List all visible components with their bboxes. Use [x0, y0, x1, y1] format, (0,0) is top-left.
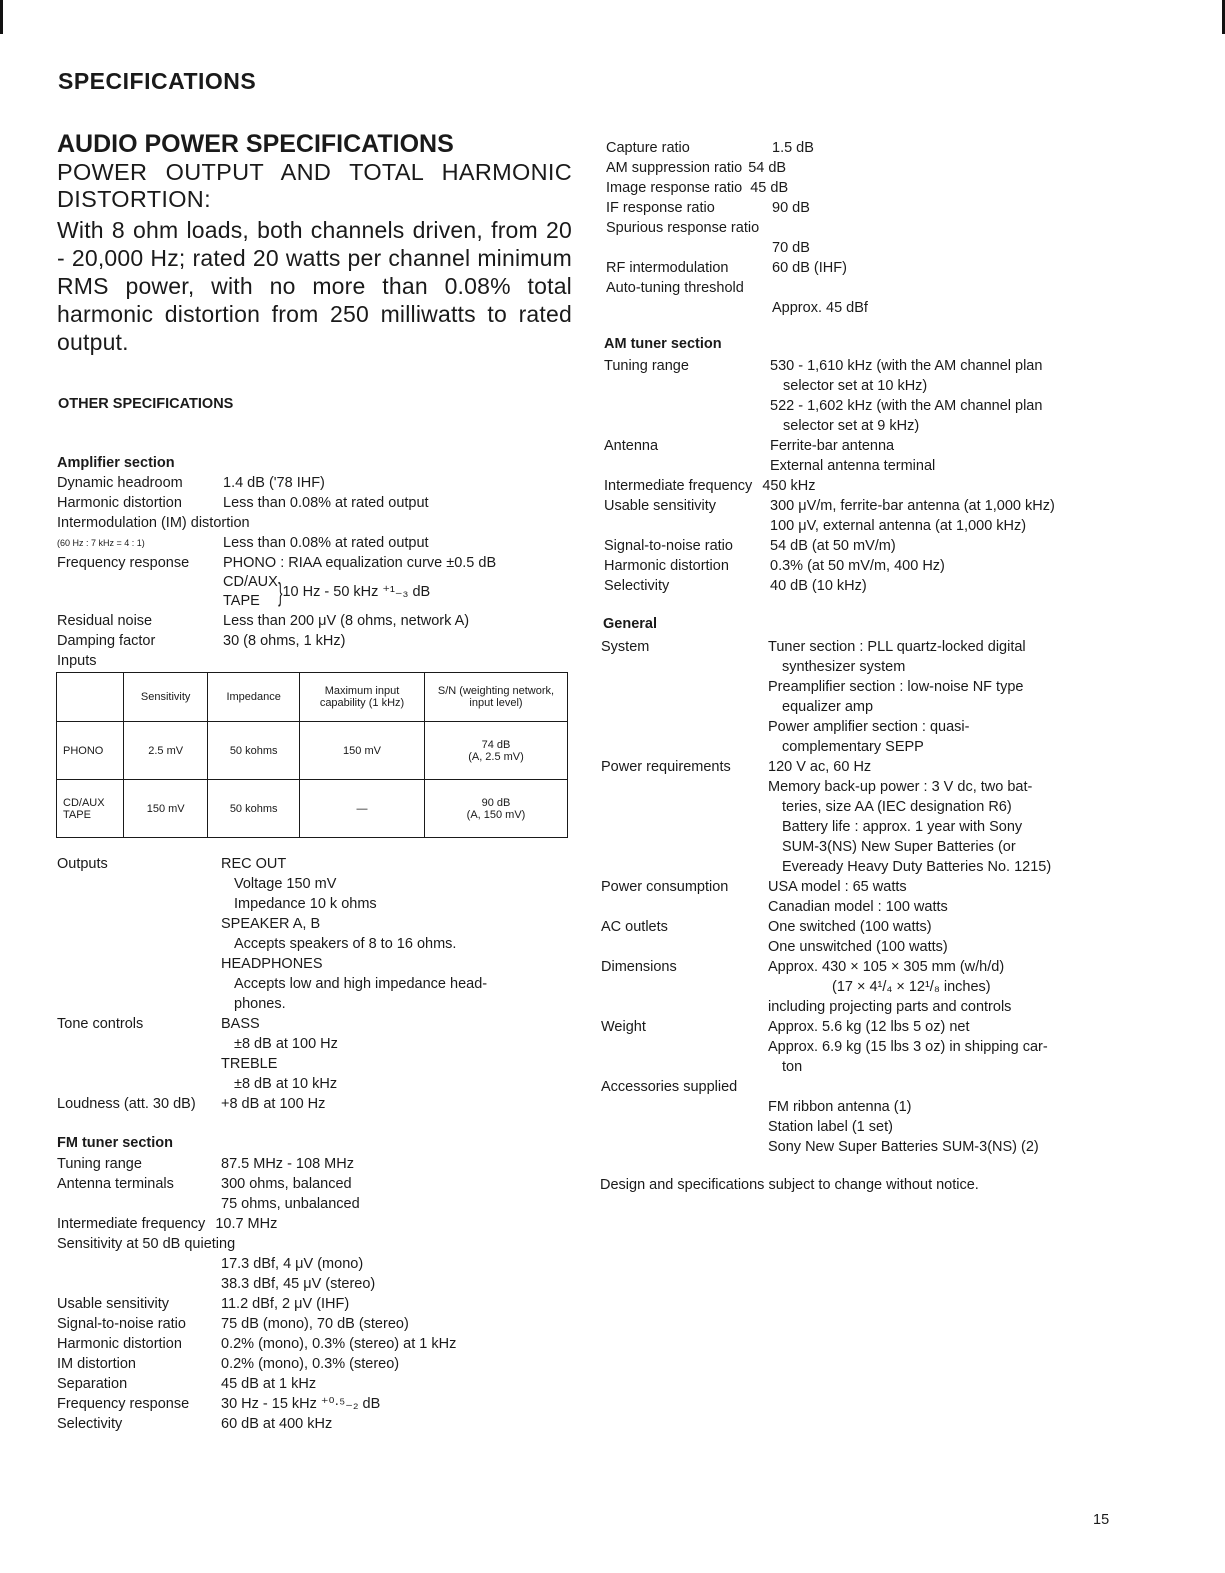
- fm-tuner-section-continued: [606, 138, 1106, 318]
- table-row: [57, 722, 568, 780]
- spec-value-line: Station label (1 set): [768, 1119, 893, 1135]
- page-title: SPECIFICATIONS: [58, 68, 257, 94]
- spec-row: [601, 1017, 1116, 1077]
- spec-row: [57, 1394, 577, 1414]
- table-cell: [425, 722, 568, 780]
- spec-value-line: selector set at 10 kHz): [783, 378, 928, 394]
- spec-value-line: including projecting parts and controls: [768, 999, 1012, 1015]
- column-header: Impedance: [208, 673, 300, 722]
- spec-value-line: 75 ohms, unbalanced: [221, 1196, 360, 1212]
- spec-row: [57, 1254, 577, 1294]
- spec-value-line: Approx. 6.9 kg (15 lbs 3 oz) in shipping car-: [768, 1039, 1048, 1055]
- spec-value-line: One switched (100 watts): [768, 919, 932, 935]
- spec-row: [57, 553, 577, 611]
- spec-value: [768, 877, 948, 917]
- spec-row: [606, 218, 1106, 238]
- spec-label: System: [601, 639, 650, 655]
- spec-value: Less than 200 μV (8 ohms, network A): [223, 613, 470, 629]
- spec-row: [57, 473, 577, 493]
- bass-value: ±8 dB at 100 Hz: [234, 1036, 338, 1052]
- spec-value: 90 dB: [772, 200, 810, 216]
- general-section: [601, 637, 1116, 1157]
- power-output-heading: POWER OUTPUT AND TOTAL HARMONIC: [57, 159, 572, 185]
- spec-label: Capture ratio: [606, 140, 690, 156]
- spec-row: [601, 757, 1116, 877]
- table-cell: 50 kohms: [208, 780, 300, 838]
- spec-value: 75 dB (mono), 70 dB (stereo): [221, 1316, 409, 1332]
- spec-label: Damping factor: [57, 633, 156, 649]
- spec-value-line: SUM-3(NS) New Super Batteries (or: [782, 839, 1016, 855]
- spec-value-line: External antenna terminal: [770, 458, 936, 474]
- spec-value: 0.2% (mono), 0.3% (stereo): [221, 1356, 400, 1372]
- change-notice: Design and specifications subject to change without notice.: [600, 1177, 979, 1193]
- spec-row: [601, 917, 1116, 957]
- spec-row: [601, 637, 1116, 757]
- spec-sublabel: (60 Hz : 7 kHz = 4 : 1): [57, 538, 145, 548]
- spec-value: 60 dB (IHF): [772, 260, 847, 276]
- spec-row: [606, 278, 1106, 298]
- spec-value: 70 dB: [772, 240, 810, 256]
- rec-voltage: Voltage 150 mV: [234, 876, 337, 892]
- spec-value-line: FM ribbon antenna (1): [768, 1099, 912, 1115]
- spec-row: [604, 536, 1114, 556]
- rec-out: REC OUT: [221, 856, 287, 872]
- page-number: 15: [1093, 1512, 1110, 1528]
- spec-row: [601, 957, 1116, 1017]
- row-header: PHONO: [57, 722, 124, 780]
- spec-value: 0.2% (mono), 0.3% (stereo) at 1 kHz: [221, 1336, 457, 1352]
- spec-value-line: Eveready Heavy Duty Batteries No. 1215): [782, 859, 1052, 875]
- spec-label: Harmonic distortion: [57, 1336, 182, 1352]
- column-header: S/N (weighting network, input level): [425, 673, 568, 722]
- tape-label: TAPE: [223, 593, 260, 609]
- speaker-note: Accepts speakers of 8 to 16 ohms.: [234, 936, 457, 952]
- spec-value: Approx. 45 dBf: [772, 300, 868, 316]
- spec-row: [606, 158, 1106, 178]
- power-output-statement: With 8 ohm loads, both channels driven, from 20 - 20,000 Hz; rated 20 watts per channel minimum RMS power, with no more than 0.08% total harmonic distortion from 250 milliwatts to rated output.: [57, 217, 572, 355]
- line-response: [223, 573, 496, 611]
- spec-row: [604, 556, 1114, 576]
- spec-label: Usable sensitivity: [57, 1296, 170, 1312]
- spec-value-line: Battery life : approx. 1 year with Sony: [782, 819, 1023, 835]
- spec-label: Residual noise: [57, 613, 153, 629]
- other-specifications-heading: OTHER SPECIFICATIONS: [58, 396, 234, 412]
- spec-label: Antenna terminals: [57, 1176, 174, 1192]
- spec-row: [57, 611, 577, 631]
- spec-label: Tuning range: [604, 358, 689, 374]
- spec-value-line: 38.3 dBf, 45 μV (stereo): [221, 1276, 376, 1292]
- spec-value: 1.5 dB: [772, 140, 814, 156]
- spec-value: [768, 957, 1011, 1017]
- row-header: [57, 780, 124, 838]
- spec-value-line: teries, size AA (IEC designation R6): [782, 799, 1012, 815]
- spec-value: 45 dB: [750, 180, 789, 196]
- sn-condition: (A, 150 mV): [466, 808, 526, 821]
- spec-label: IM distortion: [57, 1356, 136, 1372]
- spec-label: Spurious response ratio: [606, 220, 760, 236]
- treble-value: ±8 dB at 10 kHz: [234, 1076, 338, 1092]
- spec-row: [601, 1097, 1116, 1157]
- spec-value: 450 kHz: [762, 478, 816, 494]
- amplifier-section-title: Amplifier section: [57, 455, 175, 471]
- spec-row: [57, 1234, 577, 1254]
- spec-row: [57, 1414, 577, 1434]
- spec-row: [604, 356, 1114, 436]
- spec-row: [604, 496, 1114, 536]
- spec-value-line: 300 ohms, balanced: [221, 1176, 352, 1192]
- spec-row: [57, 1334, 577, 1354]
- row-header-line: TAPE: [63, 808, 91, 821]
- sn-condition: (A, 2.5 mV): [468, 750, 524, 763]
- spec-value: 1.4 dB ('78 IHF): [223, 475, 325, 491]
- table-cell: 150 mV: [124, 780, 208, 838]
- spec-label: Tone controls: [57, 1016, 144, 1032]
- spec-value: [768, 637, 1026, 757]
- spec-row: [57, 533, 577, 553]
- headphones-note: Accepts low and high impedance head-: [234, 976, 488, 992]
- spec-value-line: Preamplifier section : low-noise NF type: [768, 679, 1024, 695]
- spec-row: [601, 1077, 1116, 1097]
- spec-row: [57, 1354, 577, 1374]
- spec-row: [604, 576, 1114, 596]
- table-cell: —: [300, 780, 425, 838]
- spec-label: Harmonic distortion: [57, 495, 182, 511]
- column-header: Maximum input capability (1 kHz): [300, 673, 425, 722]
- table-cell: 150 mV: [300, 722, 425, 780]
- spec-value: 10.7 MHz: [215, 1216, 278, 1232]
- spec-value: [223, 553, 496, 611]
- spec-row: [606, 138, 1106, 158]
- spec-value-line: Ferrite-bar antenna: [770, 438, 895, 454]
- spec-label: Intermodulation (IM) distortion: [57, 515, 250, 531]
- power-output-heading-cont: DISTORTION:: [57, 186, 211, 212]
- spec-label: Selectivity: [604, 578, 670, 594]
- spec-label: Power consumption: [601, 879, 729, 895]
- spec-row: [606, 198, 1106, 218]
- phono-response: PHONO : RIAA equalization curve ±0.5 dB: [223, 555, 497, 571]
- headphones-out: HEADPHONES: [221, 956, 323, 972]
- table-corner-cell: [57, 673, 124, 722]
- spec-value-line: Approx. 430 × 105 × 305 mm (w/h/d): [768, 959, 1005, 975]
- spec-row: [57, 1154, 577, 1174]
- spec-label: Frequency response: [57, 1396, 190, 1412]
- brace-icon: }: [277, 577, 283, 607]
- spec-row: [601, 877, 1116, 917]
- spec-label-blank: [601, 1097, 768, 1157]
- spec-value: [768, 917, 948, 957]
- spec-row: [606, 298, 1106, 318]
- spec-value: 45 dB at 1 kHz: [221, 1376, 317, 1392]
- spec-value: [221, 1014, 338, 1094]
- spec-value-line: Sony New Super Batteries SUM-3(NS) (2): [768, 1139, 1039, 1155]
- spec-row: [604, 436, 1114, 476]
- spec-value: 40 dB (10 kHz): [770, 578, 867, 594]
- spec-label: Frequency response: [57, 555, 190, 571]
- spec-value: +8 dB at 100 Hz: [221, 1096, 326, 1112]
- spec-value-line: selector set at 9 kHz): [783, 418, 920, 434]
- spec-value: Less than 0.08% at rated output: [223, 495, 429, 511]
- spec-value: [768, 1017, 1048, 1077]
- spec-value: 0.3% (at 50 mV/m, 400 Hz): [770, 558, 945, 574]
- spec-label: RF intermodulation: [606, 260, 729, 276]
- spec-label: Signal-to-noise ratio: [604, 538, 733, 554]
- spec-value-line: 522 - 1,602 kHz (with the AM channel plan: [770, 398, 1043, 414]
- rec-impedance: Impedance 10 k ohms: [234, 896, 377, 912]
- scan-edge-left: [0, 0, 3, 34]
- cd-aux-label: CD/AUX: [223, 574, 278, 590]
- spec-row: [57, 1294, 577, 1314]
- spec-row: [57, 854, 577, 1014]
- bass-label: BASS: [221, 1016, 260, 1032]
- headphones-note: phones.: [234, 996, 286, 1012]
- spec-value: [221, 854, 487, 1014]
- spec-value: [768, 757, 1051, 877]
- spec-row: [57, 1214, 577, 1234]
- spec-value-line: synthesizer system: [782, 659, 906, 675]
- spec-value-line: Tuner section : PLL quartz-locked digital: [768, 639, 1026, 655]
- spec-value-line: Power amplifier section : quasi-: [768, 719, 970, 735]
- audio-power-title: AUDIO POWER SPECIFICATIONS: [57, 130, 454, 158]
- table-cell: 50 kohms: [208, 722, 300, 780]
- spec-label: AM suppression ratio: [606, 160, 743, 176]
- spec-value-line: Canadian model : 100 watts: [768, 899, 948, 915]
- sn-value: 74 dB: [481, 738, 511, 751]
- spec-label: Separation: [57, 1376, 128, 1392]
- amplifier-section: [57, 453, 577, 671]
- spec-label-blank: [606, 298, 772, 318]
- spec-value-line: ton: [782, 1059, 803, 1075]
- spec-label-blank: [606, 238, 772, 258]
- spec-value: [770, 436, 935, 476]
- spec-value: Less than 0.08% at rated output: [223, 535, 429, 551]
- outputs-section: [57, 854, 577, 1114]
- spec-label: Weight: [601, 1019, 646, 1035]
- spec-value-line: 530 - 1,610 kHz (with the AM channel plan: [770, 358, 1043, 374]
- spec-label-blank: [57, 1254, 221, 1294]
- spec-label: Harmonic distortion: [604, 558, 729, 574]
- spec-value: 30 Hz - 15 kHz ⁺⁰·⁵₋₂ dB: [221, 1396, 381, 1412]
- spec-label: Image response ratio: [606, 180, 743, 196]
- spec-value: [770, 496, 1055, 536]
- spec-value: 87.5 MHz - 108 MHz: [221, 1156, 354, 1172]
- table-cell: 2.5 mV: [124, 722, 208, 780]
- am-tuner-section: [604, 356, 1114, 596]
- spec-label: IF response ratio: [606, 200, 715, 216]
- spec-value-line: complementary SEPP: [782, 739, 924, 755]
- spec-value-line: Approx. 5.6 kg (12 lbs 5 oz) net: [768, 1019, 970, 1035]
- spec-row: [57, 651, 577, 671]
- line-response-range: 10 Hz - 50 kHz ⁺¹₋₃ dB: [282, 584, 431, 600]
- table-row: [57, 780, 568, 838]
- spec-value: [221, 1254, 375, 1294]
- inputs-table: [56, 672, 568, 838]
- spec-value-line: 120 V ac, 60 Hz: [768, 759, 872, 775]
- spec-label: Signal-to-noise ratio: [57, 1316, 186, 1332]
- spec-value-line: 17.3 dBf, 4 μV (mono): [221, 1256, 364, 1272]
- spec-row: [57, 513, 577, 533]
- am-tuner-section-title: AM tuner section: [604, 336, 722, 352]
- spec-value-line: (17 × 4¹/₄ × 12¹/₈ inches): [832, 979, 991, 995]
- spec-value-line: equalizer amp: [782, 699, 874, 715]
- spec-label: Loudness (att. 30 dB): [57, 1096, 196, 1112]
- spec-value: 60 dB at 400 kHz: [221, 1416, 333, 1432]
- spec-value: [768, 1097, 1039, 1157]
- spec-value: [221, 1174, 360, 1214]
- spec-row: [57, 1374, 577, 1394]
- spec-label: Antenna: [604, 438, 659, 454]
- spec-value: 30 (8 ohms, 1 kHz): [223, 633, 346, 649]
- spec-row: [57, 1094, 577, 1114]
- spec-value: 11.2 dBf, 2 μV (IHF): [221, 1296, 350, 1312]
- spec-label: Outputs: [57, 856, 108, 872]
- line-inputs: [223, 573, 278, 611]
- general-section-title: General: [603, 616, 657, 632]
- spec-label: Selectivity: [57, 1416, 123, 1432]
- speaker-out: SPEAKER A, B: [221, 916, 321, 932]
- column-header: Sensitivity: [124, 673, 208, 722]
- spec-label: Auto-tuning threshold: [606, 280, 744, 296]
- spec-value-line: Memory back-up power : 3 V dc, two bat-: [768, 779, 1033, 795]
- spec-value: [770, 356, 1042, 436]
- spec-row: [604, 476, 1114, 496]
- spec-label: Intermediate frequency: [604, 478, 753, 494]
- sn-value: 90 dB: [481, 796, 511, 809]
- spec-value-line: USA model : 65 watts: [768, 879, 907, 895]
- spec-label: Dimensions: [601, 959, 677, 975]
- treble-label: TREBLE: [221, 1056, 278, 1072]
- table-header-row: [57, 673, 568, 722]
- spec-value: 54 dB: [748, 160, 787, 176]
- spec-label: Tuning range: [57, 1156, 142, 1172]
- spec-value: 54 dB (at 50 mV/m): [770, 538, 896, 554]
- spec-row: [57, 1014, 577, 1094]
- fm-tuner-section-title: FM tuner section: [57, 1135, 174, 1151]
- spec-row: [57, 1174, 577, 1214]
- spec-row: [606, 178, 1106, 198]
- spec-label: Dynamic headroom: [57, 475, 183, 491]
- spec-label: Inputs: [57, 653, 97, 669]
- spec-label: Accessories supplied: [601, 1079, 738, 1095]
- spec-row: [606, 238, 1106, 258]
- spec-label: Power requirements: [601, 759, 731, 775]
- spec-value-line: One unswitched (100 watts): [768, 939, 948, 955]
- spec-row: [606, 258, 1106, 278]
- spec-row: [57, 493, 577, 513]
- fm-tuner-section: [57, 1154, 577, 1434]
- row-header-line: CD/AUX: [63, 796, 105, 809]
- table-cell: [425, 780, 568, 838]
- spec-value-line: 100 μV, external antenna (at 1,000 kHz): [770, 518, 1027, 534]
- spec-label: Usable sensitivity: [604, 498, 717, 514]
- spec-label: AC outlets: [601, 919, 668, 935]
- spec-label: Sensitivity at 50 dB quieting: [57, 1236, 236, 1252]
- spec-label: Intermediate frequency: [57, 1216, 206, 1232]
- spec-row: [57, 1314, 577, 1334]
- spec-row: [57, 631, 577, 651]
- spec-value-line: 300 μV/m, ferrite-bar antenna (at 1,000 kHz): [770, 498, 1055, 514]
